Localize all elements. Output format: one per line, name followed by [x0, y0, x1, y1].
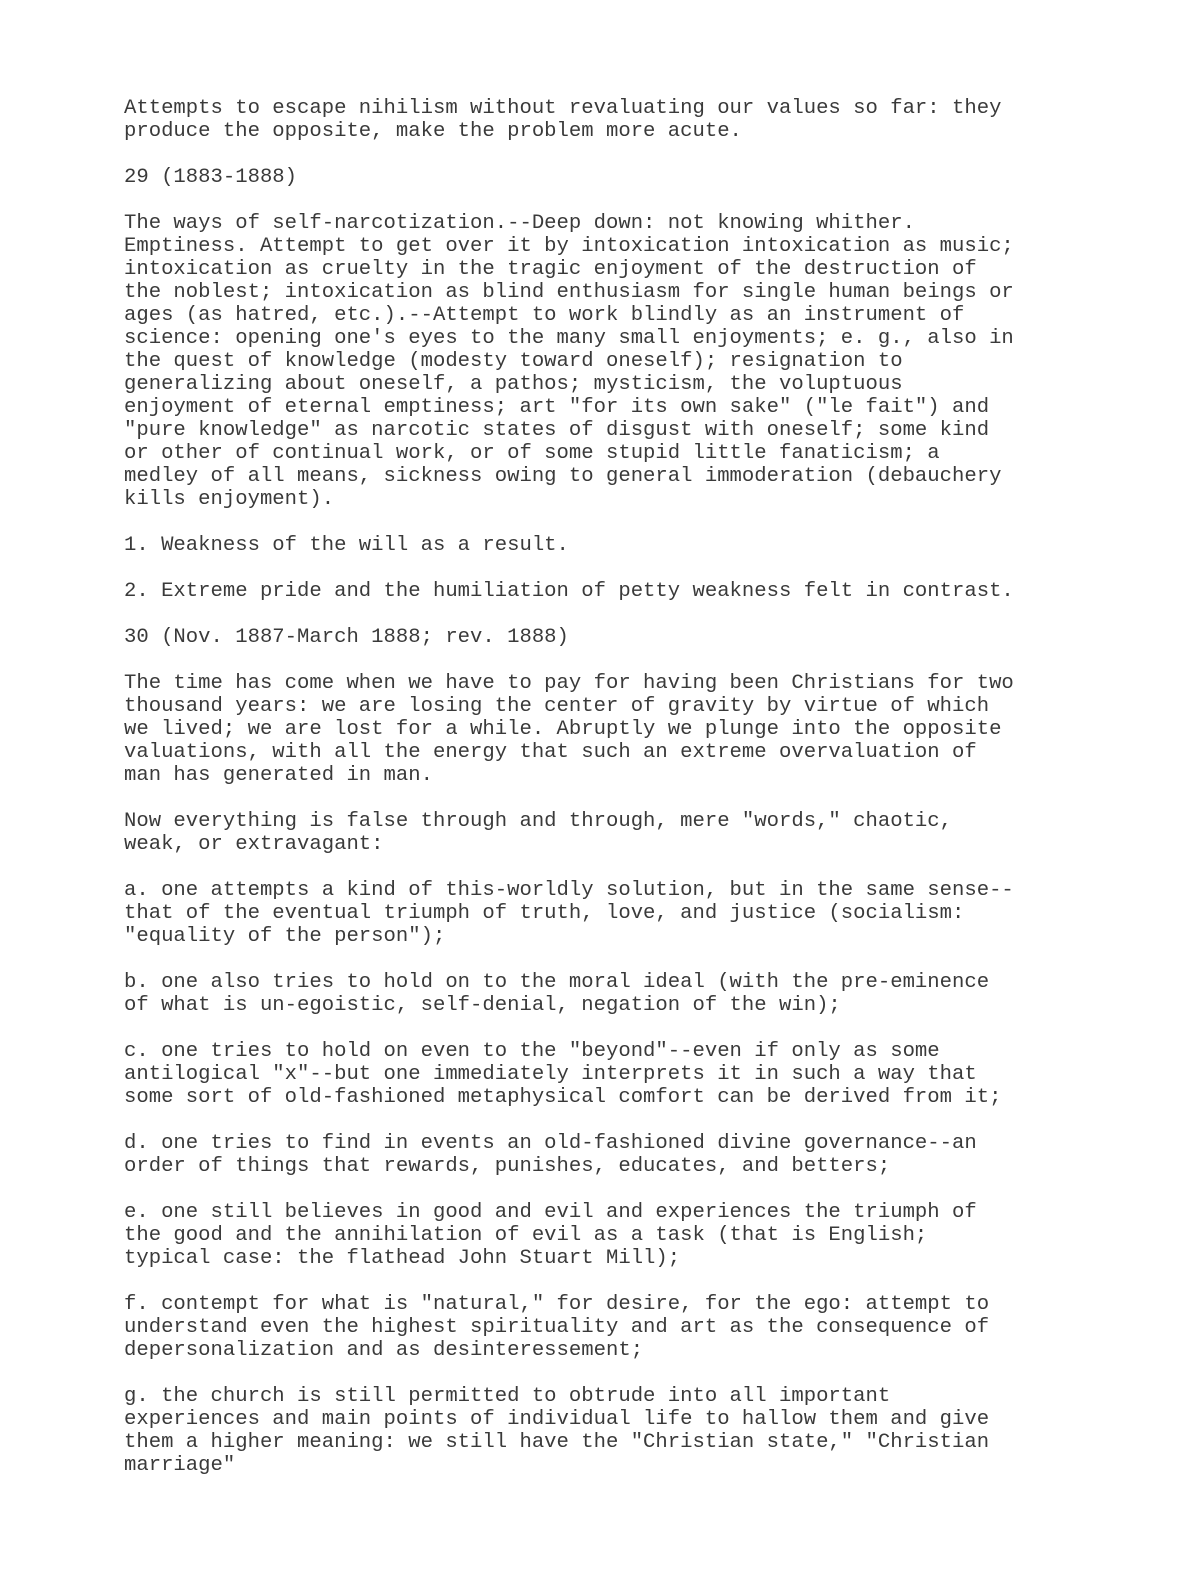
list-item-d: d. one tries to find in events an old-fashioned divine governance--an order of things that rewards, punishes, educates, and betters; — [124, 1132, 977, 1178]
list-item-g: g. the church is still permitted to obtrude into all important experiences and main points of individual life to hallow them and give them a higher meaning: we still have the "Christian state," "Christian marriage" — [124, 1385, 990, 1477]
paragraph-self-narcotization: The ways of self-narcotization.--Deep down: not knowing whither. Emptiness. Attempt to get over it by intoxication intoxication as music; intoxication as cruelty in the tragic enjoyment of the destruction of the noblest; intoxication as blind enthusiasm for single human beings or ages (as hatred, etc.).--Attempt to work blindly as an instrument of science: opening one's eyes to the many small enjoyments; e. g., also in the quest of knowledge (modesty toward oneself); resignation to generalizing about oneself, a pathos; mysticism, the voluptuous enjoyment of eternal emptiness; art "for its own sake" ("le fait") and "pure knowledge" as narcotic states of disgust with oneself; some kind or other of continual work, or of some stupid little fanaticism; a medley of all means, sickness owing to general immoderation (debauchery kills enjoyment). — [124, 212, 1014, 511]
list-item-2: 2. Extreme pride and the humiliation of petty weakness felt in contrast. — [124, 580, 1014, 603]
list-item-c: c. one tries to hold on even to the "beyond"--even if only as some antilogical "x"--but one immediately interprets it in such a way that some sort of old-fashioned metaphysical comfort can be derived from it; — [124, 1040, 1002, 1109]
section-heading-30: 30 (Nov. 1887-March 1888; rev. 1888) — [124, 626, 569, 649]
list-item-f: f. contempt for what is "natural," for desire, for the ego: attempt to understand even the highest spirituality and art as the consequence of depersonalization and as desinteressement; — [124, 1293, 990, 1362]
paragraph-intro: Attempts to escape nihilism without revaluating our values so far: they produce the opposite, make the problem more acute. — [124, 97, 1002, 143]
paragraph-everything-false: Now everything is false through and through, mere "words," chaotic, weak, or extravagant: — [124, 810, 953, 856]
list-item-b: b. one also tries to hold on to the moral ideal (with the pre-eminence of what is un-egoistic, self-denial, negation of the win); — [124, 971, 990, 1017]
list-item-1: 1. Weakness of the will as a result. — [124, 534, 569, 557]
list-item-e: e. one still believes in good and evil and experiences the triumph of the good and the annihilation of evil as a task (that is English; typical case: the flathead John Stuart Mill); — [124, 1201, 977, 1270]
section-heading-29: 29 (1883-1888) — [124, 166, 298, 189]
document-page — [124, 97, 1124, 1500]
list-item-a: a. one attempts a kind of this-worldly solution, but in the same sense-- that of the eventual triumph of truth, love, and justice (socialism: "equality of the person"); — [124, 879, 1014, 948]
paragraph-christians: The time has come when we have to pay for having been Christians for two thousand years: we are losing the center of gravity by virtue of which we lived; we are lost for a while. Abruptly we plunge into the opposite valuations, with all the energy that such an extreme overvaluation of man has generated in man. — [124, 672, 1014, 787]
